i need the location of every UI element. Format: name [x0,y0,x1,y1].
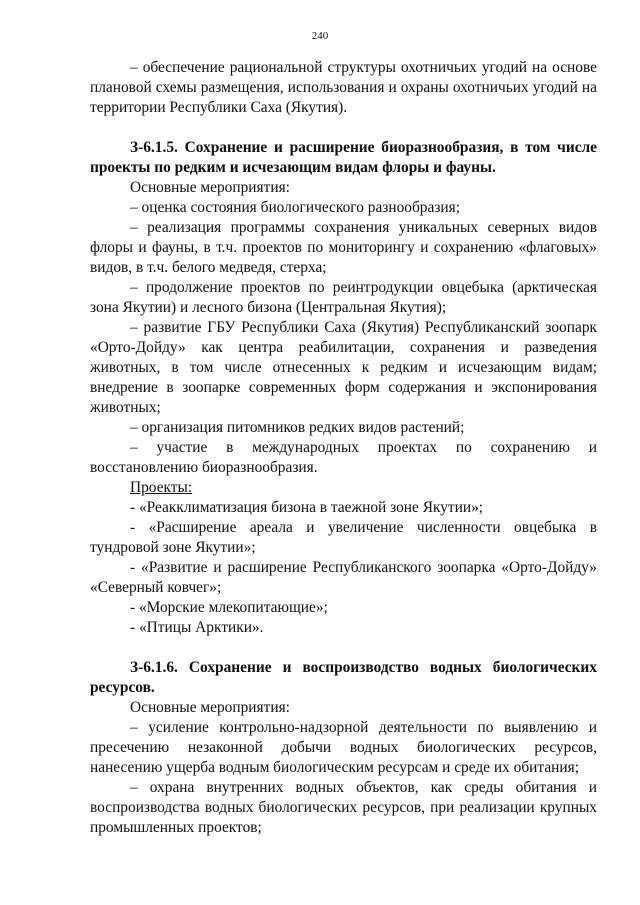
intro-list-item: – обеспечение рациональной структуры охотничьих угодий на основе плановой схемы размещения, использования и охраны охотничьих угодий на территории Республики Саха (Якутия). [90,59,597,116]
project-item: - «Расширение ареала и увеличение численности овцебыка в тундровой зоне Якутии»; [90,519,597,556]
section-heading-biodiversity: З-6.1.5. Сохранение и расширение биоразнообразия, в том числе проекты по редким и исчезающим видам флоры и фауны. [90,139,597,176]
activity-item: – охрана внутренних водных объектов, как среды обитания и воспроизводства водных биологических ресурсов, при реализации крупных промышленных проектов; [90,779,597,836]
activity-item: – усиление контрольно-надзорной деятельности по выявлению и пресечению незаконной добычи водных биологических ресурсов, нанесению ущерба водным биологическим ресурсам и среде их обитания; [90,719,597,776]
activity-item: – реализация программы сохранения уникальных северных видов флоры и фауны, в т.ч. проектов по мониторингу и сохранению «флаговых» видов, в т.ч. белого медведя, стерха; [90,219,597,276]
project-item: - «Реакклиматизация бизона в таежной зоне Якутии»; [130,499,484,516]
project-item: - «Развитие и расширение Республиканского зоопарка «Орто-Дойду» «Северный ковчег»; [90,559,597,596]
project-item: - «Птицы Арктики». [130,619,264,636]
activity-item: – оценка состояния биологического разнообразия; [130,199,461,216]
activities-label: Основные мероприятия: [130,179,290,196]
spacer [90,118,597,138]
activities-label: Основные мероприятия: [130,699,290,716]
activity-item: – участие в международных проектах по сохранению и восстановлению биоразнообразия. [90,439,597,476]
page-content [90,58,597,838]
projects-label-text: Проекты: [130,479,193,496]
activity-item: – организация питомников редких видов растений; [130,419,465,436]
spacer [90,638,597,658]
activity-item: – развитие ГБУ Республики Саха (Якутия) Республиканский зоопарк «Орто-Дойду» как центра реабилитации, сохранения и разведения животных, в том числе отнесенных к редким и исчезающим видам; внедрение в зоопарке современных форм содержания и экспонирования животных; [90,319,597,416]
activity-item: – продолжение проектов по реинтродукции овцебыка (арктическая зона Якутии) и лесного бизона (Центральная Якутия); [90,279,597,316]
page-number: 240 [311,30,329,42]
section-heading-aquatic-resources: З-6.1.6. Сохранение и воспроизводство водных биологических ресурсов. [90,659,597,696]
projects-label [90,478,597,498]
project-item: - «Морские млекопитающие»; [130,599,328,616]
